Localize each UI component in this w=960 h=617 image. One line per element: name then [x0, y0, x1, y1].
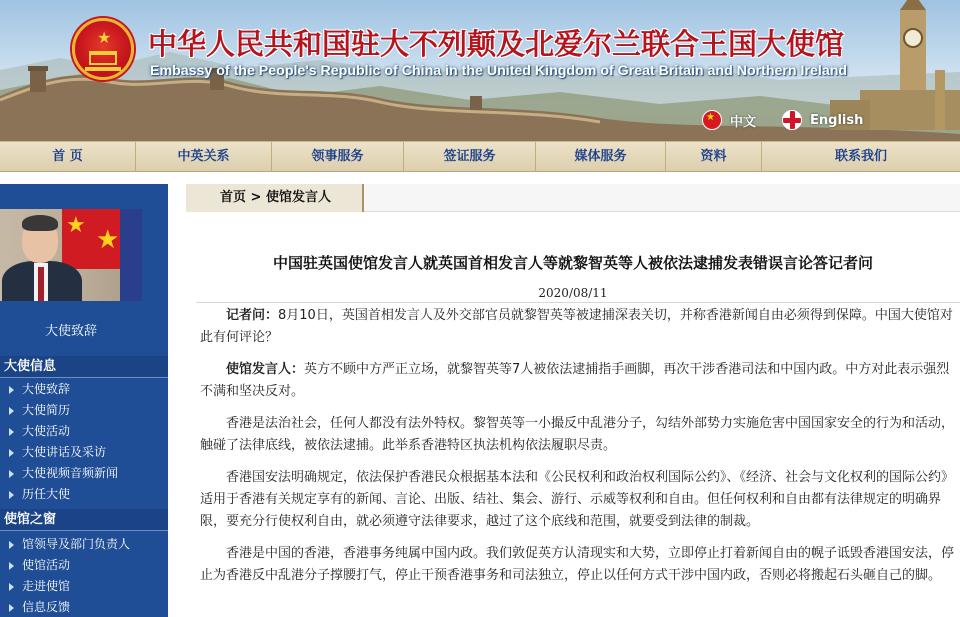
sidebar-item[interactable]: 大使讲话及采访 — [0, 442, 168, 463]
language-label: English — [810, 112, 864, 128]
paragraph-text: 英方不顾中方严正立场，就黎智英等7人被依法逮捕指手画脚，再次干涉香港司法和中国内政。中方对此表示强烈不满和坚决反对。 — [200, 362, 950, 399]
sidebar-item[interactable]: 信息反馈 — [0, 597, 168, 617]
nav-resources[interactable]: 资料 — [666, 142, 762, 171]
sidebar-section-ambassador-info: 大使信息 — [0, 356, 168, 378]
sidebar — [0, 184, 168, 617]
nav-home[interactable]: 首 页 — [0, 142, 136, 171]
sidebar-item[interactable]: 使馆活动 — [0, 555, 168, 576]
nav-china-uk-relations[interactable]: 中英关系 — [136, 142, 272, 171]
divider — [196, 302, 960, 303]
sidebar-list-embassy — [0, 534, 168, 617]
nav-visa-services[interactable]: 签证服务 — [404, 142, 536, 171]
ambassador-message-link[interactable]: 大使致辞 — [44, 324, 97, 339]
paragraph-lead: 使馆发言人： — [226, 362, 305, 377]
breadcrumb — [186, 184, 960, 212]
sidebar-section-embassy-window: 使馆之窗 — [0, 509, 168, 531]
paragraph-lead: 记者问： — [226, 308, 279, 323]
language-chinese-link[interactable] — [702, 110, 756, 130]
breadcrumb-current-link[interactable]: 使馆发言人 — [265, 190, 331, 205]
article-paragraph — [200, 305, 960, 349]
language-label: 中文 — [730, 114, 757, 130]
nav-media-services[interactable]: 媒体服务 — [536, 142, 666, 171]
breadcrumb-tab — [186, 184, 364, 212]
site-title-cn: 中华人民共和国驻大不列颠及北爱尔兰联合王国大使馆 — [148, 27, 845, 61]
sidebar-list-ambassador — [0, 379, 168, 505]
china-flag-icon — [702, 110, 722, 130]
uk-flag-icon — [782, 110, 802, 130]
sidebar-item[interactable]: 大使致辞 — [0, 379, 168, 400]
article-title: 中国驻英国使馆发言人就英国首相发言人等就黎智英等人被依法逮捕发表错误言论答记者问 — [272, 254, 873, 272]
paragraph-text: 香港是中国的香港，香港事务纯属中国内政。我们敦促英方认清现实和大势，立即停止打着新闻自由的幌子诋毁香港国安法，停止为香港反中乱港分子撑腰打气，停止干预香港事务和司法独立，停止以任何方式干涉中国内政，否则必将搬起石头砸自己的脚。 — [200, 546, 955, 583]
article-paragraph — [200, 467, 960, 533]
article-paragraph — [200, 359, 960, 403]
nav-consular-services[interactable]: 领事服务 — [272, 142, 404, 171]
article-date: 2020/08/11 — [538, 286, 608, 300]
sidebar-item[interactable]: 走进使馆 — [0, 576, 168, 597]
ambassador-photo[interactable]: ★ ★ — [0, 209, 142, 301]
site-title-en: Embassy of the People's Republic of China in the United Kingdom of Great Britain and Northern Ireland — [150, 63, 848, 79]
sidebar-item[interactable]: 大使简历 — [0, 400, 168, 421]
paragraph-text: 8月10日，英国首相发言人及外交部官员就黎智英等被逮捕深表关切，并称香港新闻自由必须得到保障。中国大使馆对此有何评论？ — [200, 308, 953, 345]
breadcrumb-separator: > — [246, 190, 266, 205]
article-body — [200, 305, 960, 597]
sidebar-item[interactable]: 大使视频音频新闻 — [0, 463, 168, 484]
national-emblem-icon: ★ — [72, 18, 134, 80]
paragraph-text: 香港是法治社会，任何人都没有法外特权。黎智英等一小撮反中乱港分子，勾结外部势力实施危害中国国家安全的行为和活动，触碰了法律底线，被依法逮捕。此举系香港特区执法机构依法履职尽责。 — [200, 416, 955, 453]
article-paragraph — [200, 543, 960, 587]
sidebar-item[interactable]: 历任大使 — [0, 484, 168, 505]
main-nav — [0, 141, 960, 172]
paragraph-text: 香港国安法明确规定，依法保护香港民众根据基本法和《公民权利和政治权利国际公约》、《经济、社会与文化权利的国际公约》适用于香港有关规定享有的新闻、言论、出版、结社、集会、游行、示威等权利和自由。但任何权利和自由都有法律规定的明确界限，要充分行使权利自由，就必须遵守法律要求，越过了这个底线和范围，就要受到法律的制裁。 — [200, 470, 955, 529]
breadcrumb-home-link[interactable]: 首页 — [220, 190, 247, 205]
nav-contact-us[interactable]: 联系我们 — [834, 149, 887, 164]
header-banner — [0, 0, 960, 141]
language-english-link[interactable] — [782, 110, 863, 130]
article-paragraph — [200, 413, 960, 457]
sidebar-item[interactable]: 馆领导及部门负责人 — [0, 534, 168, 555]
sidebar-item[interactable]: 大使活动 — [0, 421, 168, 442]
